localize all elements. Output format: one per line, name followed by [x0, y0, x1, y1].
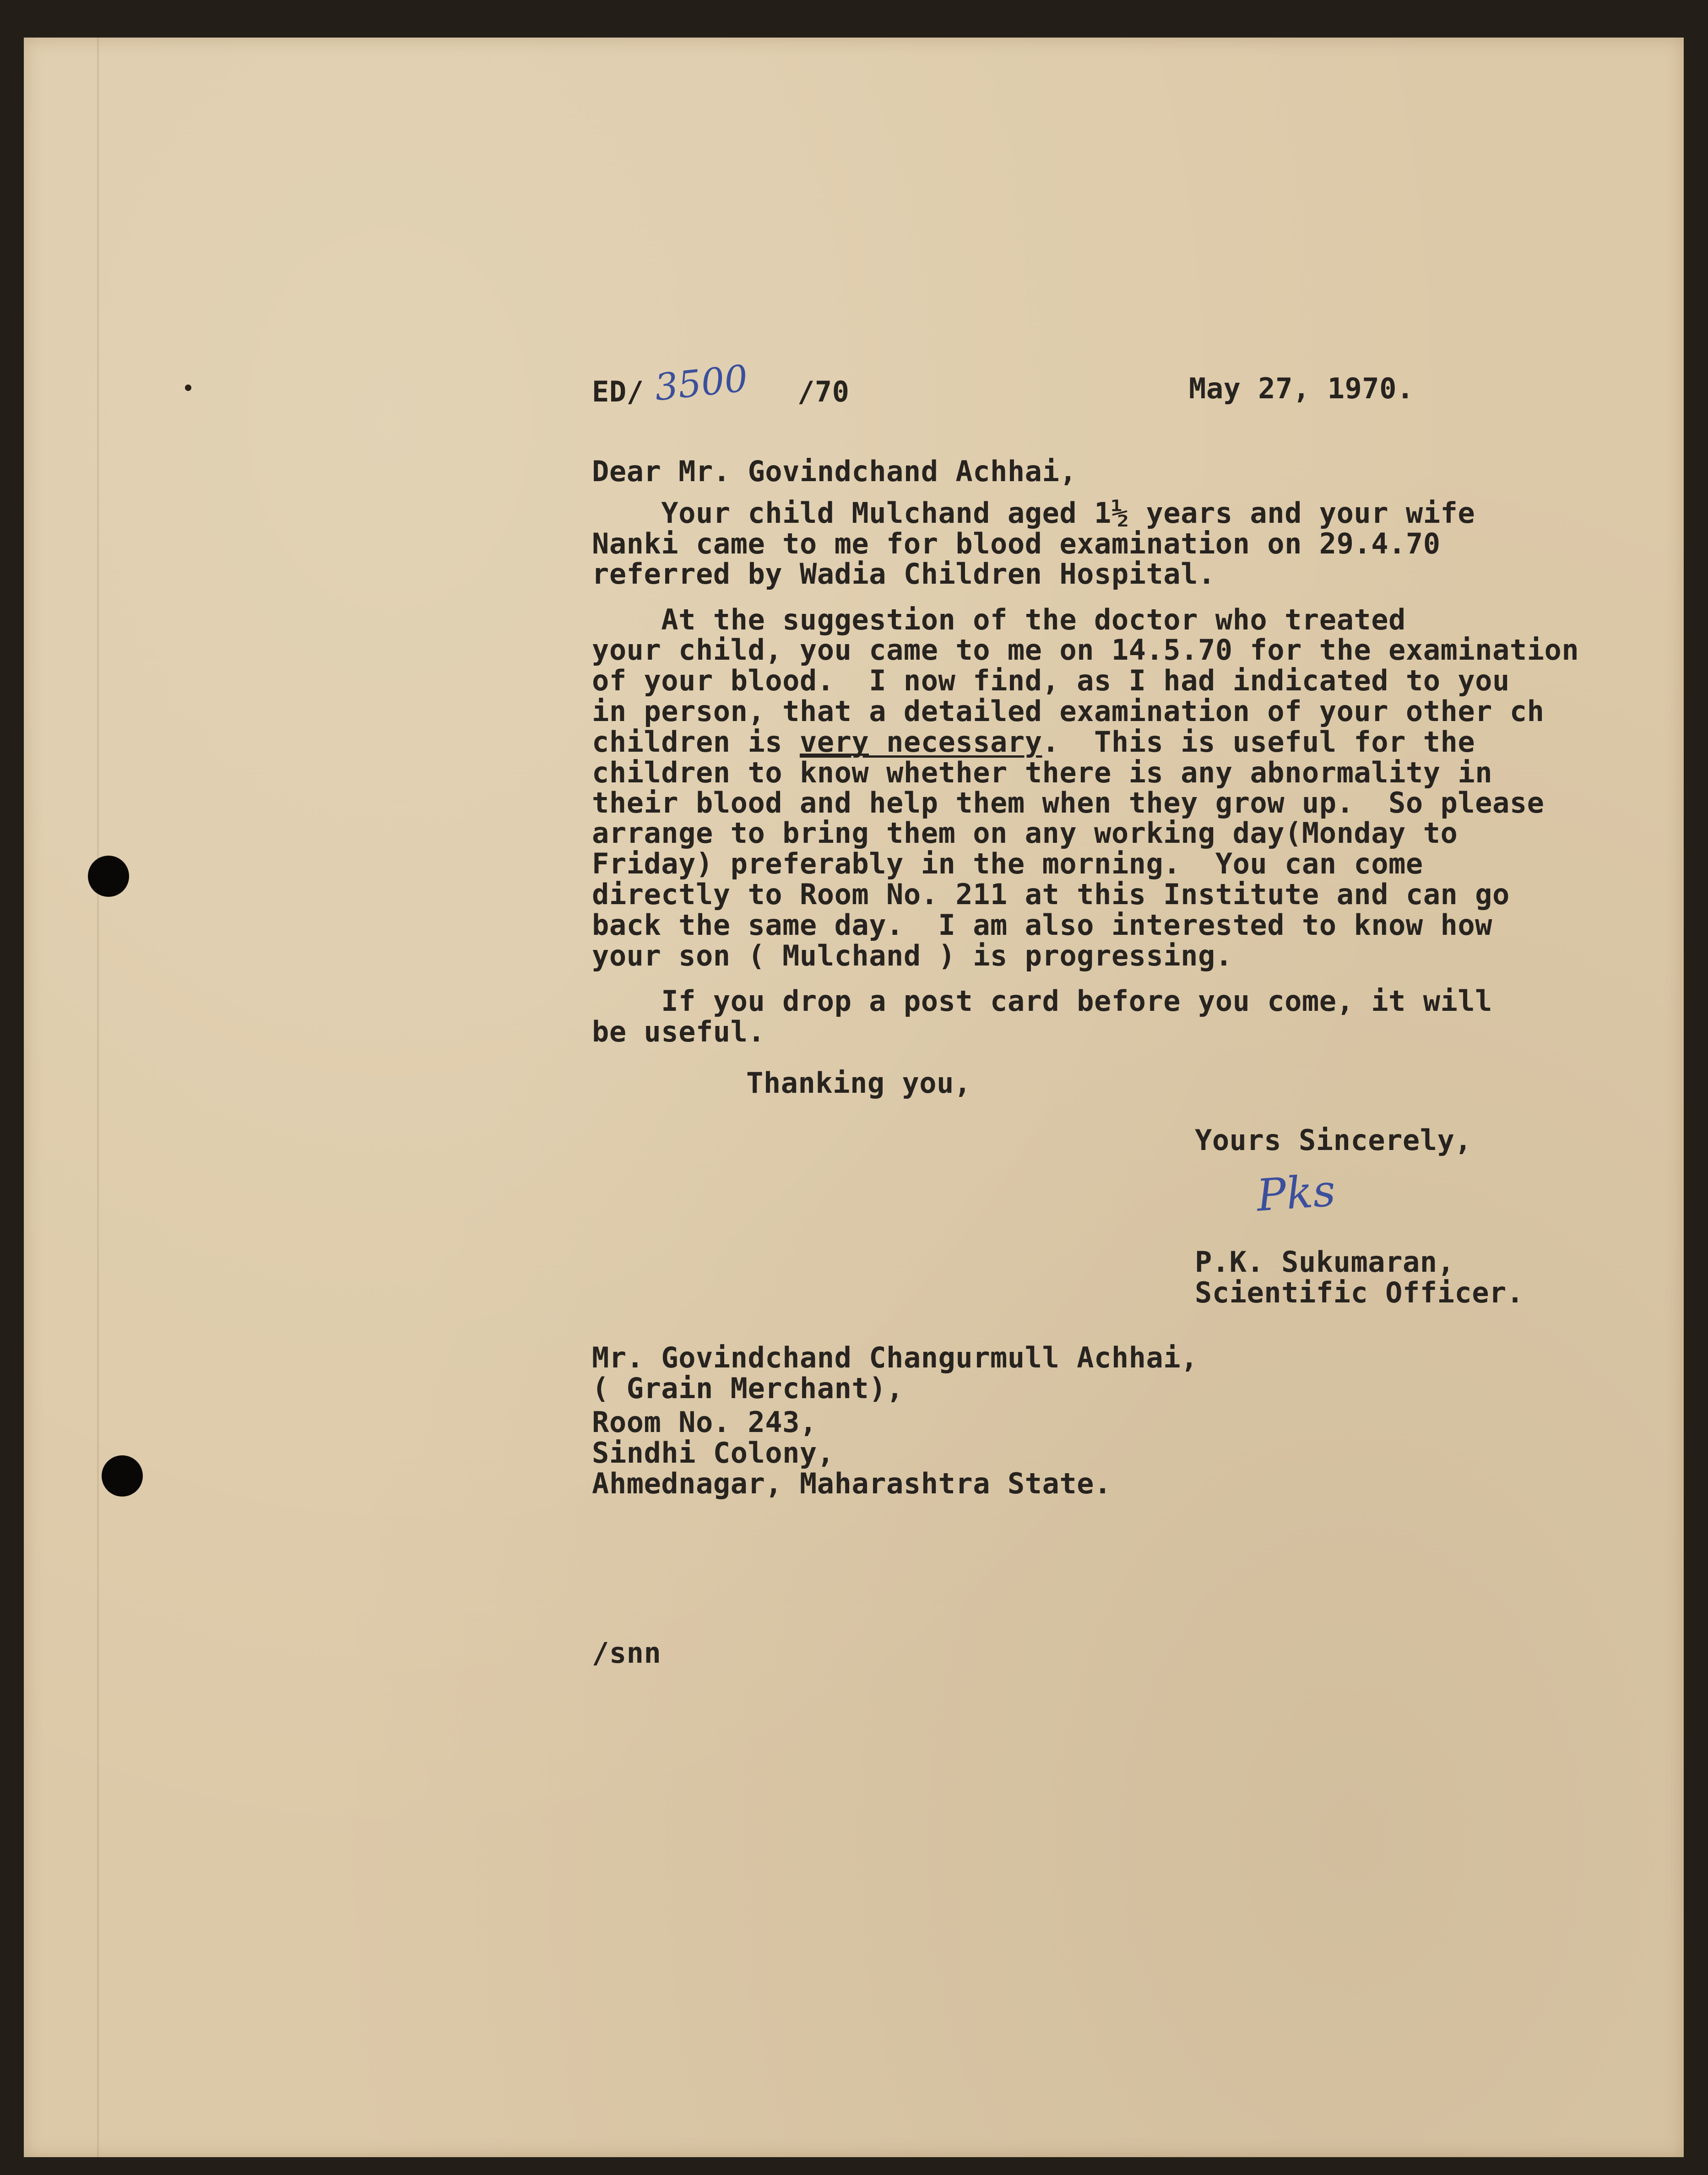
paragraph-2-line: in person, that a detailed examination of your other ch — [592, 694, 1545, 728]
paragraph-2-line: your son ( Mulchand ) is progressing. — [592, 939, 1233, 972]
paragraph-2-line: arrange to bring them on any working day(Monday to — [592, 816, 1458, 850]
signer-name: P.K. Sukumaran, — [1195, 1245, 1455, 1279]
punch-hole-top — [88, 856, 129, 897]
paragraph-1-line: Nanki came to me for blood examination on 29.4.70 — [592, 527, 1441, 560]
signature-initials: Pks — [1255, 1165, 1337, 1221]
text-run: whether there is any abnormality in — [869, 756, 1493, 789]
paragraph-3-line: If you drop a post card before you come, it will — [592, 984, 1493, 1018]
typist-initials: /snn — [592, 1636, 662, 1670]
thanks-line: Thanking you, — [746, 1066, 971, 1100]
address-line: Room No. 243, — [592, 1405, 817, 1439]
text-run: children is — [592, 725, 800, 759]
address-line: Mr. Govindchand Changurmull Achhai, — [592, 1341, 1198, 1374]
paragraph-3-line: be useful. — [592, 1015, 765, 1048]
closing-line: Yours Sincerely, — [1195, 1123, 1472, 1157]
punch-hole-bottom — [102, 1455, 143, 1497]
underlined-phrase: very necessary — [799, 725, 1042, 759]
reference-prefix: ED/ — [592, 375, 644, 408]
signer-title: Scientific Officer. — [1195, 1276, 1524, 1309]
text-run: . This is useful for the — [1042, 725, 1475, 759]
paragraph-2-line: of your blood. I now find, as I had indicated to you — [592, 664, 1510, 697]
reference-number-handwritten: 3500 — [652, 357, 750, 409]
text-run: children to — [592, 756, 800, 789]
letter-date: May 27, 1970. — [1189, 372, 1414, 405]
overlined-word: know — [800, 754, 869, 789]
paragraph-2-line: back the same day. I am also interested to know how — [592, 908, 1493, 942]
paper-speck — [185, 385, 191, 391]
address-line: Ahmednagar, Maharashtra State. — [592, 1467, 1112, 1500]
paragraph-2-line-emphasis — [592, 727, 1475, 758]
salutation: Dear Mr. Govindchand Achhai, — [592, 455, 1077, 488]
paragraph-2-line: At the suggestion of the doctor who treated — [592, 603, 1406, 636]
paragraph-2-line: Friday) preferably in the morning. You can come — [592, 847, 1423, 880]
reference-suffix: /70 — [797, 375, 850, 408]
paragraph-2-line: their blood and help them when they grow up. So please — [592, 786, 1545, 819]
paragraph-1-line: Your child Mulchand aged 1½ years and your wife — [592, 496, 1475, 530]
paper-crease — [97, 38, 99, 2157]
paragraph-2-line: your child, you came to me on 14.5.70 for the examination — [592, 633, 1579, 667]
address-line: ( Grain Merchant), — [592, 1372, 904, 1405]
paragraph-1-line: referred by Wadia Children Hospital. — [592, 557, 1215, 591]
paragraph-2-line: directly to Room No. 211 at this Institute and can go — [592, 878, 1510, 911]
address-line: Sindhi Colony, — [592, 1436, 835, 1470]
paragraph-2-line-emphasis — [592, 757, 1492, 788]
